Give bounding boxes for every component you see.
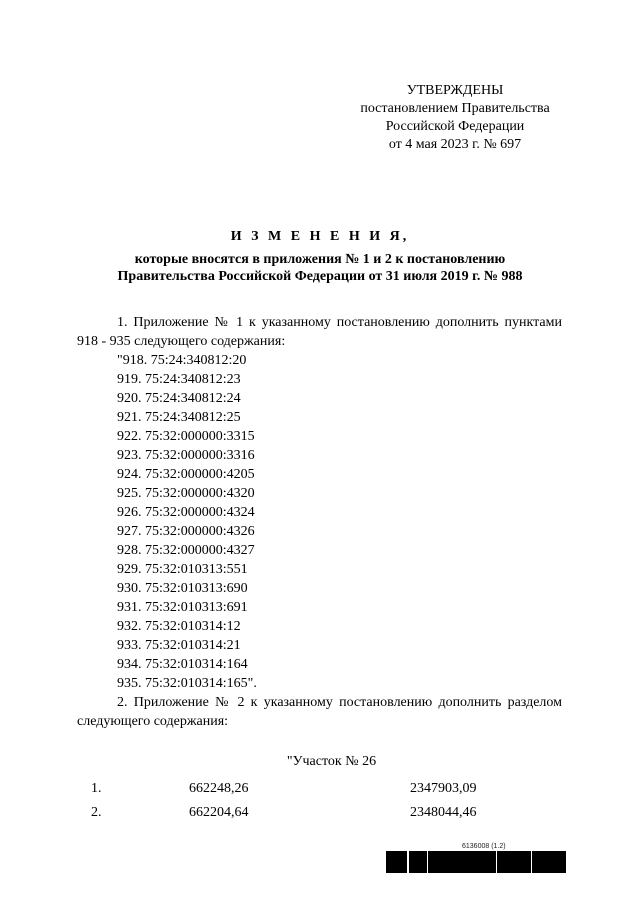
document-title: И З М Е Н Е Н И Я, [230, 229, 410, 244]
paragraph-2: 2. Приложение № 2 к указанному постановлению дополнить разделом следующего содержания: [77, 695, 562, 729]
list-item: 930. 75:32:010313:690 [117, 581, 248, 596]
list-item: 923. 75:32:000000:3316 [117, 448, 255, 463]
list-item: 922. 75:32:000000:3315 [117, 429, 255, 444]
document-body [77, 313, 562, 731]
list-item: 931. 75:32:010313:691 [117, 600, 248, 615]
approval-date: от 4 мая 2023 г. № 697 [388, 137, 522, 152]
coordinates-table [77, 779, 562, 827]
document-subtitle: которые вносятся в приложения № 1 и 2 к постановлению [134, 252, 506, 267]
barcode-block [384, 843, 566, 873]
list-item: 919. 75:24:340812:23 [117, 372, 241, 387]
point-number: 2. [91, 805, 102, 820]
list-item: 921. 75:24:340812:25 [117, 410, 241, 425]
list-item: 935. 75:32:010314:165". [117, 676, 257, 691]
cadastral-list [77, 351, 562, 693]
approval-title: УТВЕРЖДЕНЫ [406, 83, 504, 98]
list-item: 934. 75:32:010314:164 [117, 657, 248, 672]
point-number: 1. [91, 781, 102, 796]
approval-line: Российской Федерации [385, 119, 525, 134]
coord-y: 2348044,46 [410, 805, 477, 820]
paragraph-1: 1. Приложение № 1 к указанному постановлению дополнить пунктами 918 - 935 следующего содержания: [77, 315, 562, 349]
coord-x: 662204,64 [189, 805, 249, 820]
list-item: "918. 75:24:340812:20 [117, 353, 247, 368]
list-item: 933. 75:32:010314:21 [117, 638, 241, 653]
coord-x: 662248,26 [189, 781, 249, 796]
document-heading [0, 228, 640, 285]
list-item: 925. 75:32:000000:4320 [117, 486, 255, 501]
list-item: 920. 75:24:340812:24 [117, 391, 241, 406]
list-item: 927. 75:32:000000:4326 [117, 524, 255, 539]
coord-y: 2347903,09 [410, 781, 477, 796]
table-row [77, 779, 562, 803]
barcode-image [384, 851, 566, 873]
table-row [77, 803, 562, 827]
list-item: 928. 75:32:000000:4327 [117, 543, 255, 558]
approval-block [330, 82, 580, 154]
list-item: 924. 75:32:000000:4205 [117, 467, 255, 482]
list-item: 926. 75:32:000000:4324 [117, 505, 255, 520]
barcode-label: 6136008 (1.2) [462, 843, 506, 850]
coordinates-section [77, 752, 562, 827]
document-subtitle: Правительства Российской Федерации от 31 июля 2019 г. № 988 [117, 269, 523, 284]
plot-title: "Участок № 26 [286, 754, 377, 769]
approval-line: постановлением Правительства [360, 101, 550, 116]
list-item: 929. 75:32:010313:551 [117, 562, 248, 577]
list-item: 932. 75:32:010314:12 [117, 619, 241, 634]
